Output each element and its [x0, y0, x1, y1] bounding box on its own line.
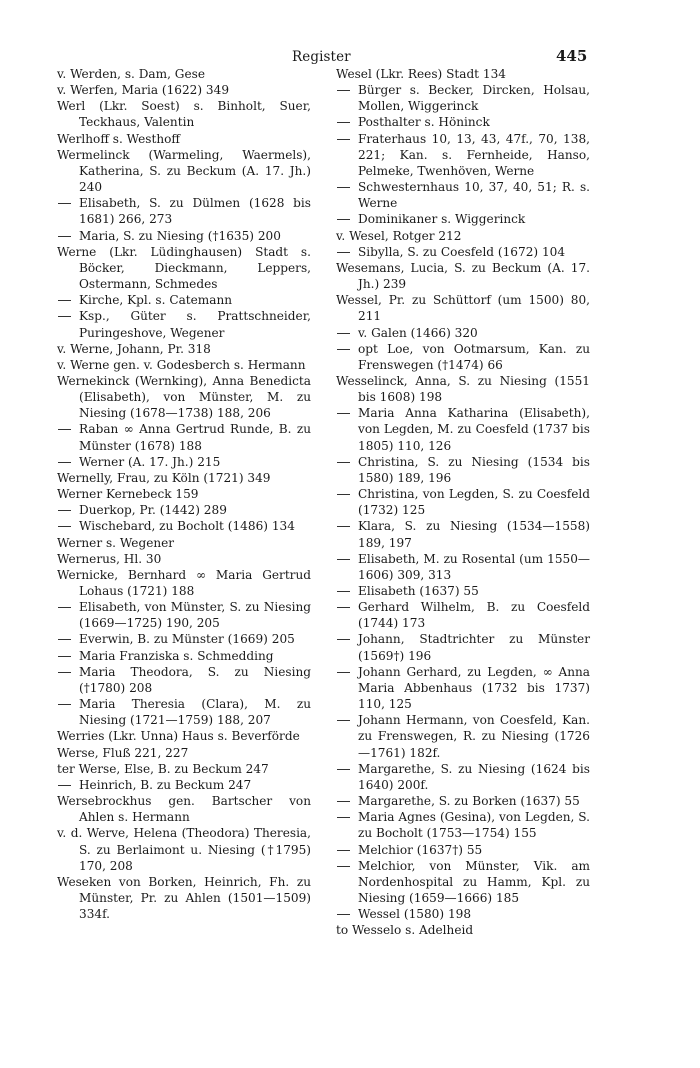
entry-text: Johann Hermann, von Coesfeld, Kan. zu Frenswegen, R. zu Niesing (1726—1761) 182f. [358, 713, 590, 760]
entry-text: Elisabeth, S. zu Dülmen (1628 bis 1681) 266, 273 [79, 196, 311, 227]
index-subentry [57, 292, 311, 308]
index-subentry [336, 518, 590, 550]
index-entry [57, 825, 311, 873]
index-subentry [336, 551, 590, 583]
entry-text: Wermelinck (Warmeling, Waermels), Katherina, S. zu Beckum (A. 17. Jh.) 240 [57, 147, 311, 195]
entry-text: ter Werse, Else, B. zu Beckum 247 [57, 761, 269, 776]
index-subentry [336, 341, 590, 373]
index-entry [57, 761, 311, 777]
entry-text: v. Werden, s. Dam, Gese [57, 67, 205, 81]
index-entry [57, 373, 311, 421]
right-column [336, 66, 590, 938]
entry-text: Wessel (1580) 198 [358, 907, 472, 922]
index-entry [57, 98, 311, 130]
entry-text: Werl (Lkr. Soest) s. Binholt, Suer, Teckhaus, Valentin [57, 99, 311, 130]
entry-text: Ksp., Güter s. Prattschneider, Puringeshove, Wegener [79, 309, 311, 340]
entry-text: Bürger s. Becker, Dircken, Holsau, Mollen, Wiggerinck [358, 83, 590, 114]
running-header: Register [292, 49, 351, 65]
index-subentry [336, 858, 590, 906]
index-entry [336, 260, 590, 292]
index-entry [57, 793, 311, 825]
index-subentry [57, 696, 311, 728]
index-entry [57, 341, 311, 357]
index-subentry [57, 648, 311, 664]
index-entry [57, 486, 311, 502]
index-entry [336, 228, 590, 244]
index-entry [336, 292, 590, 324]
entry-text: Wesemans, Lucia, S. zu Beckum (A. 17. Jh.) 239 [336, 260, 590, 292]
entry-text: Wesel (Lkr. Rees) Stadt 134 [336, 67, 506, 81]
index-subentry [57, 454, 311, 470]
entry-text: v. Werne gen. v. Godesberch s. Hermann [57, 357, 306, 372]
index-subentry [57, 631, 311, 647]
entry-text: Weseken von Borken, Heinrich, Fh. zu Münster, Pr. zu Ahlen (1501—1509) 334f. [57, 874, 311, 922]
entry-text: Wersebrockhus gen. Bartscher von Ahlen s. Hermann [57, 794, 311, 825]
index-subentry [336, 114, 590, 130]
index-entry [57, 745, 311, 761]
index-entry [57, 357, 311, 373]
entry-text: Wernekinck (Wernking), Anna Benedicta (Elisabeth), von Münster, M. zu Niesing (1678—1738) 188, 206 [57, 373, 311, 421]
entry-text: Maria Theodora, S. zu Niesing (†1780) 208 [79, 664, 311, 695]
entry-text: Elisabeth (1637) 55 [358, 584, 479, 598]
index-subentry [336, 244, 590, 260]
index-entry [57, 470, 311, 486]
entry-text: Wischebard, zu Bocholt (1486) 134 [79, 519, 295, 534]
index-subentry [57, 664, 311, 696]
entry-text: Elisabeth, von Münster, S. zu Niesing (1669—1725) 190, 205 [79, 600, 311, 631]
index-entry [57, 82, 311, 98]
index-entry [57, 551, 311, 567]
index-entry [336, 373, 590, 405]
index-entry [336, 922, 590, 938]
entry-text: Maria Franziska s. Schmedding [79, 648, 274, 663]
index-subentry [336, 599, 590, 631]
entry-text: Werlhoff s. Westhoff [57, 131, 180, 146]
entry-text: Melchior, von Münster, Vik. am Nordenhospital zu Hamm, Kpl. zu Niesing (1659—1666) 185 [358, 858, 590, 905]
entry-text: v. Wesel, Rotger 212 [336, 228, 462, 243]
entry-text: Christina, von Legden, S. zu Coesfeld (1732) 125 [358, 487, 590, 518]
entry-text: Werner s. Wegener [57, 535, 175, 550]
entry-text: v. d. Werve, Helena (Theodora) Theresia, S. zu Berlaimont u. Niesing (†1795) 170, 208 [57, 826, 311, 873]
entry-text: Wessel, Pr. zu Schüttorf (um 1500) 80, 211 [336, 293, 590, 324]
index-subentry [336, 454, 590, 486]
index-subentry [336, 842, 590, 858]
index-entry [57, 874, 311, 922]
entry-text: Klara, S. zu Niesing (1534—1558) 189, 197 [358, 519, 590, 550]
index-subentry [336, 809, 590, 841]
entry-text: Johann, Stadtrichter zu Münster (1569†) 196 [358, 632, 590, 663]
index-entry [57, 728, 311, 744]
index-subentry [57, 502, 311, 518]
index-entry [57, 131, 311, 147]
index-subentry [336, 631, 590, 663]
index-subentry [336, 486, 590, 518]
entry-text: Wernicke, Bernhard ∞ Maria Gertrud Lohaus (1721) 188 [57, 567, 311, 598]
entry-text: Werner (A. 17. Jh.) 215 [79, 454, 221, 469]
index-subentry [336, 82, 590, 114]
entry-text: Kirche, Kpl. s. Catemann [79, 293, 233, 308]
entry-text: Werries (Lkr. Unna) Haus s. Beverförde [57, 729, 300, 744]
index-subentry [336, 131, 590, 179]
page-number: 445 [556, 47, 588, 65]
entry-text: Wernelly, Frau, zu Köln (1721) 349 [57, 470, 271, 485]
index-subentry [336, 793, 590, 809]
index-subentry [336, 664, 590, 712]
entry-text: Elisabeth, M. zu Rosental (um 1550—1606) 309, 313 [358, 551, 590, 582]
index-subentry [57, 777, 311, 793]
entry-text: Maria, S. zu Niesing (†1635) 200 [79, 228, 281, 243]
entry-text: Wesselinck, Anna, S. zu Niesing (1551 bis 1608) 198 [336, 373, 590, 405]
entry-text: Posthalter s. Höninck [358, 115, 490, 130]
index-subentry [336, 405, 590, 453]
index-entry [336, 66, 590, 82]
index-subentry [336, 325, 590, 341]
entry-text: Maria Agnes (Gesina), von Legden, S. zu Bocholt (1753—1754) 155 [358, 810, 590, 841]
entry-text: Werner Kernebeck 159 [57, 487, 199, 502]
entry-text: Wernerus, Hl. 30 [57, 551, 162, 566]
entry-text: opt Loe, von Ootmarsum, Kan. zu Frenswegen (†1474) 66 [358, 341, 590, 372]
index-subentry [57, 599, 311, 631]
entry-text: Dominikaner s. Wiggerinck [358, 212, 526, 227]
entry-text: Werne (Lkr. Lüdinghausen) Stadt s. Böcker, Dieckmann, Leppers, Ostermann, Schmedes [57, 244, 311, 292]
entry-text: v. Werne, Johann, Pr. 318 [57, 341, 211, 356]
index-subentry [57, 195, 311, 227]
index-subentry [336, 712, 590, 760]
index-subentry [57, 518, 311, 534]
index-subentry [57, 228, 311, 244]
index-subentry [336, 906, 590, 922]
index-entry [57, 244, 311, 292]
entry-text: v. Werfen, Maria (1622) 349 [57, 83, 230, 98]
entry-text: v. Galen (1466) 320 [358, 325, 478, 340]
entry-text: Sibylla, S. zu Coesfeld (1672) 104 [358, 244, 566, 259]
entry-text: Christina, S. zu Niesing (1534 bis 1580) 189, 196 [358, 454, 590, 485]
entry-text: Johann Gerhard, zu Legden, ∞ Anna Maria Abbenhaus (1732 bis 1737) 110, 125 [358, 664, 590, 712]
index-entry [57, 66, 311, 82]
entry-text: Raban ∞ Anna Gertrud Runde, B. zu Münster (1678) 188 [79, 422, 311, 453]
index-entry [57, 567, 311, 599]
entry-text: Heinrich, B. zu Beckum 247 [79, 777, 252, 792]
index-subentry [336, 179, 590, 211]
entry-text: Maria Anna Katharina (Elisabeth), von Legden, M. zu Coesfeld (1737 bis 1805) 110, 126 [358, 406, 590, 453]
index-subentry [57, 421, 311, 453]
entry-text: to Wesselo s. Adelheid [336, 923, 474, 938]
entry-text: Schwesternhaus 10, 37, 40, 51; R. s. Werne [358, 180, 590, 211]
entry-text: Gerhard Wilhelm, B. zu Coesfeld (1744) 173 [358, 600, 590, 631]
entry-text: Everwin, B. zu Münster (1669) 205 [79, 632, 295, 647]
entry-text: Margarethe, S. zu Niesing (1624 bis 1640) 200f. [358, 761, 590, 792]
index-subentry [336, 583, 590, 599]
entry-text: Maria Theresia (Clara), M. zu Niesing (1721—1759) 188, 207 [79, 697, 311, 728]
index-entry [57, 535, 311, 551]
index-entry [57, 147, 311, 195]
entry-text: Werse, Fluß 221, 227 [57, 745, 189, 760]
index-subentry [57, 308, 311, 340]
left-column [57, 66, 311, 922]
entry-text: Melchior (1637†) 55 [358, 842, 483, 857]
index-subentry [336, 761, 590, 793]
entry-text: Duerkop, Pr. (1442) 289 [79, 503, 227, 518]
entry-text: Fraterhaus 10, 13, 43, 47f., 70, 138, 221; Kan. s. Fernheide, Hanso, Pelmeke, Twenhöven, Werne [358, 131, 590, 178]
index-subentry [336, 211, 590, 227]
entry-text: Margarethe, S. zu Borken (1637) 55 [358, 794, 580, 809]
